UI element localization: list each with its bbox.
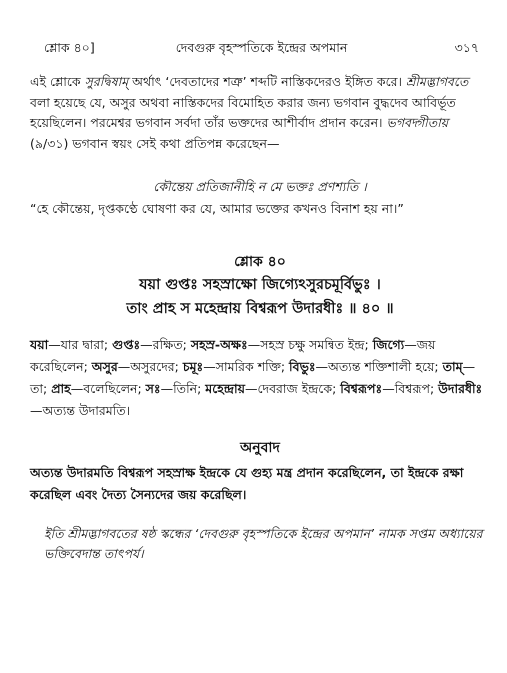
header-verse-ref: শ্লোক ৪০] (44, 40, 95, 55)
translation-text: অত্যন্ত উদারমতি বিশ্বরূপ সহস্রাক্ষ ইন্দ্রকে যে গুহ্য মন্ত্র প্রদান করেছিলেন, তা ইন্দ্রকে রক্ষা করেছিল এবং দৈত্য সৈন্যদের জয় করেছিল। (30, 465, 464, 502)
translation-heading: অনুবাদ (240, 440, 280, 456)
synonym-word: অসুর (91, 359, 118, 374)
synonym-word: সহস্র-অক্ষঃ (190, 337, 248, 352)
sloka-heading: শ্লোক ৪০ (234, 254, 286, 270)
synonym-word: জিগ্যে (372, 337, 405, 352)
synonym-meaning: —অসুরদের; (117, 359, 183, 374)
running-header (44, 38, 479, 58)
page-number: ৩১৭ (454, 40, 479, 55)
synonym-meaning: —বিশ্বরূপ; (382, 381, 439, 396)
synonym-meaning: —সামরিক শক্তি; (203, 359, 290, 374)
synonym-meaning: —সহস্র চক্ষু সমন্বিত ইন্দ্র; (247, 337, 373, 352)
synonym-word: গুপ্তঃ (112, 337, 141, 352)
sloka-line-2: তাং প্রাহ স মহেন্দ্রায় বিশ্বরূপ উদারধীঃ ॥ ৪০ ॥ (126, 301, 394, 317)
synonym-meaning: —রক্ষিত; (140, 337, 191, 352)
purport-text: এই শ্লোকে (30, 74, 85, 89)
quoted-translation: “হে কৌন্তেয়, দৃপ্তকণ্ঠে ঘোষণা কর যে, আমার ভক্তের কখনও বিনাশ হয় না।” (30, 201, 404, 216)
purport-text: বলা হয়েছে যে, অসুর অথবা নাস্তিকদের বিমোহিত করার জন্য ভগবান বুদ্ধদেব আবির্ভূত হয়েছিলেন। পরমেশ্বর ভগবান সর্বদা তাঁর ভক্তদের আশীর্বাদ প্রদান করেন। (30, 94, 456, 130)
synonym-meaning: —অত্যন্ত উদারমতি। (30, 403, 131, 418)
synonym-word: মহেন্দ্রায় (205, 381, 245, 396)
purport-text: অর্থাৎ ‘দেবতাদের শত্রু’ শব্দটি নাস্তিকদেরও ইঙ্গিত করে। (128, 74, 406, 89)
quoted-verse: কৌন্তেয় প্রতিজানীহি ন মে ভক্তঃ প্রণশ্যতি । (153, 179, 367, 194)
synonym-meaning: —তা; (30, 359, 476, 396)
synonym-word: বিশ্বরূপঃ (340, 381, 383, 396)
synonyms-paragraph (30, 334, 490, 422)
synonym-meaning: —অত্যন্ত শক্তিশালী হয়ে; (315, 359, 443, 374)
synonym-word: সঃ (145, 381, 161, 396)
synonym-meaning: —জয় করেছিলেন; (30, 337, 436, 374)
chapter-colophon: ইতি শ্রীমদ্ভাগবতের ষষ্ঠ স্কন্ধের ‘দেবগুরু বৃহস্পতিকে ইন্দ্রের অপমান’ নামক সপ্তম অধ্যায়ের ভক্তিবেদান্ত তাৎপর্য। (44, 526, 483, 561)
synonym-word: প্রাহ (51, 381, 71, 396)
purport-term: সুরদ্বিষাম্ (84, 74, 129, 89)
purport-book-ref: ভগবদ্গীতায় (386, 115, 449, 130)
header-chapter-title: দেবগুরু বৃহস্পতিকে ইন্দ্রের অপমান (175, 40, 348, 55)
purport-text: (৯/৩১) ভগবান স্বয়ং সেই কথা প্রতিপন্ন করেছেন— (30, 135, 280, 151)
synonym-word: তাম্ (442, 359, 463, 374)
synonym-meaning: —যার দ্বারা; (48, 337, 113, 352)
synonym-word: যয়া (30, 337, 49, 352)
synonym-word: উদারধীঃ (438, 381, 483, 396)
sloka-line-1: যয়া গুপ্তঃ সহস্রাক্ষো জিগ্যেঽসুরচমূর্বিভুঃ । (139, 277, 381, 293)
synonym-word: চমূঃ (182, 359, 204, 374)
synonym-word: বিভুঃ (289, 359, 316, 374)
purport-book-ref: শ্রীমদ্ভাগবতে (405, 74, 469, 89)
synonym-meaning: —বলেছিলেন; (70, 381, 146, 396)
purport-paragraph (30, 72, 490, 154)
synonym-meaning: —তিনি; (160, 381, 206, 396)
synonym-meaning: —দেবরাজ ইন্দ্রকে; (244, 381, 341, 396)
